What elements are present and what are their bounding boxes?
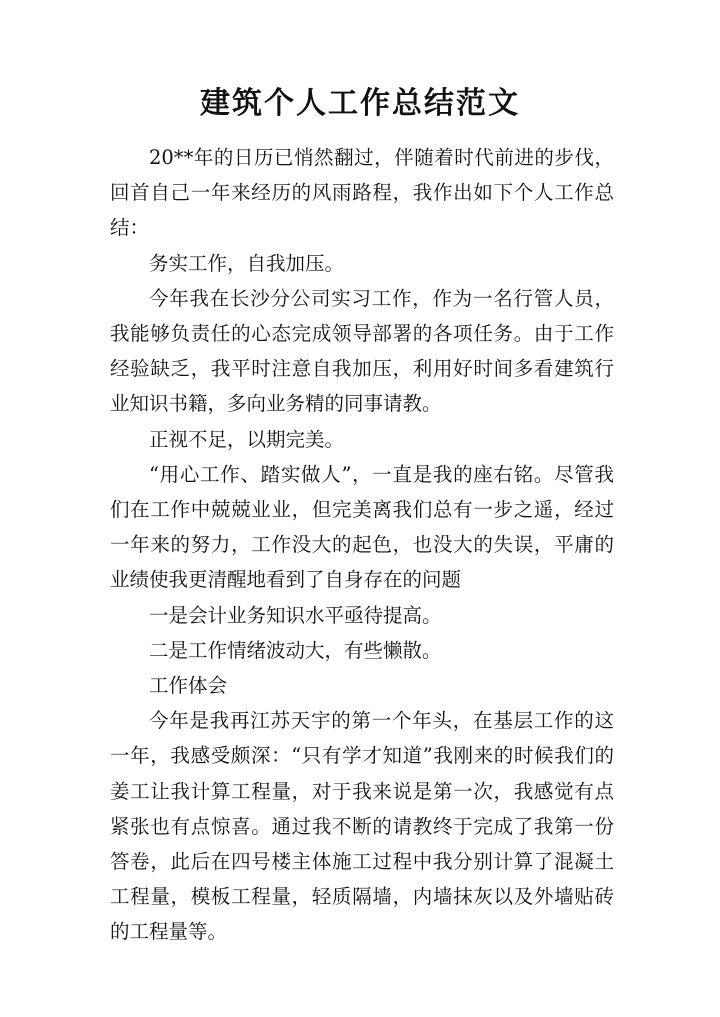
paragraph-motto: “用心工作、踏实做人”，一直是我的座右铭。尽管我们在工作中兢兢业业，但完美离我们总有一步之遥，经过一年来的努力，工作没大的起色，也没大的失误，平庸的业绩使我更清醒地看到了自身存在的问题: [110, 462, 614, 592]
document-title: 建筑个人工作总结范文: [200, 86, 520, 121]
paragraph-heading-work-experience: 工作体会: [149, 674, 228, 698]
paragraph-internship: 今年我在长沙分公司实习工作，作为一名行管人员，我能够负责任的心态完成领导部署的各项任务。由于工作经验缺乏，我平时注意自我加压，利用好时间多看建筑行业知识书籍，多向业务精的同事请教。: [110, 286, 614, 416]
paragraph-intro: 20**年的日历已悄然翻过，伴随着时代前进的步伐，回首自己一年来经历的风雨路程，我作出如下个人工作总结：: [110, 146, 614, 240]
document-body: [110, 140, 614, 950]
paragraph-issue-two: 二是工作情绪波动大，有些懒散。: [149, 638, 442, 662]
paragraph-issue-one: 一是会计业务知识水平亟待提高。: [149, 603, 442, 627]
paragraph-heading-face-shortcomings: 正视不足，以期完美。: [149, 427, 345, 451]
paragraph-experience: 今年是我再江苏天宇的第一个年头，在基层工作的这一年，我感受颇深：“只有学才知道”我刚来的时候我们的姜工让我计算工程量，对于我来说是第一次，我感觉有点紧张也有点惊喜。通过我不断的请教终于完成了我第一份答卷，此后在四号楼主体施工过程中我分别计算了混凝土工程量，模板工程量，轻质隔墙，内墙抹灰以及外墙贴砖的工程量等。: [110, 709, 614, 944]
paragraph-heading-pragmatic-work: 务实工作，自我加压。: [149, 251, 345, 275]
